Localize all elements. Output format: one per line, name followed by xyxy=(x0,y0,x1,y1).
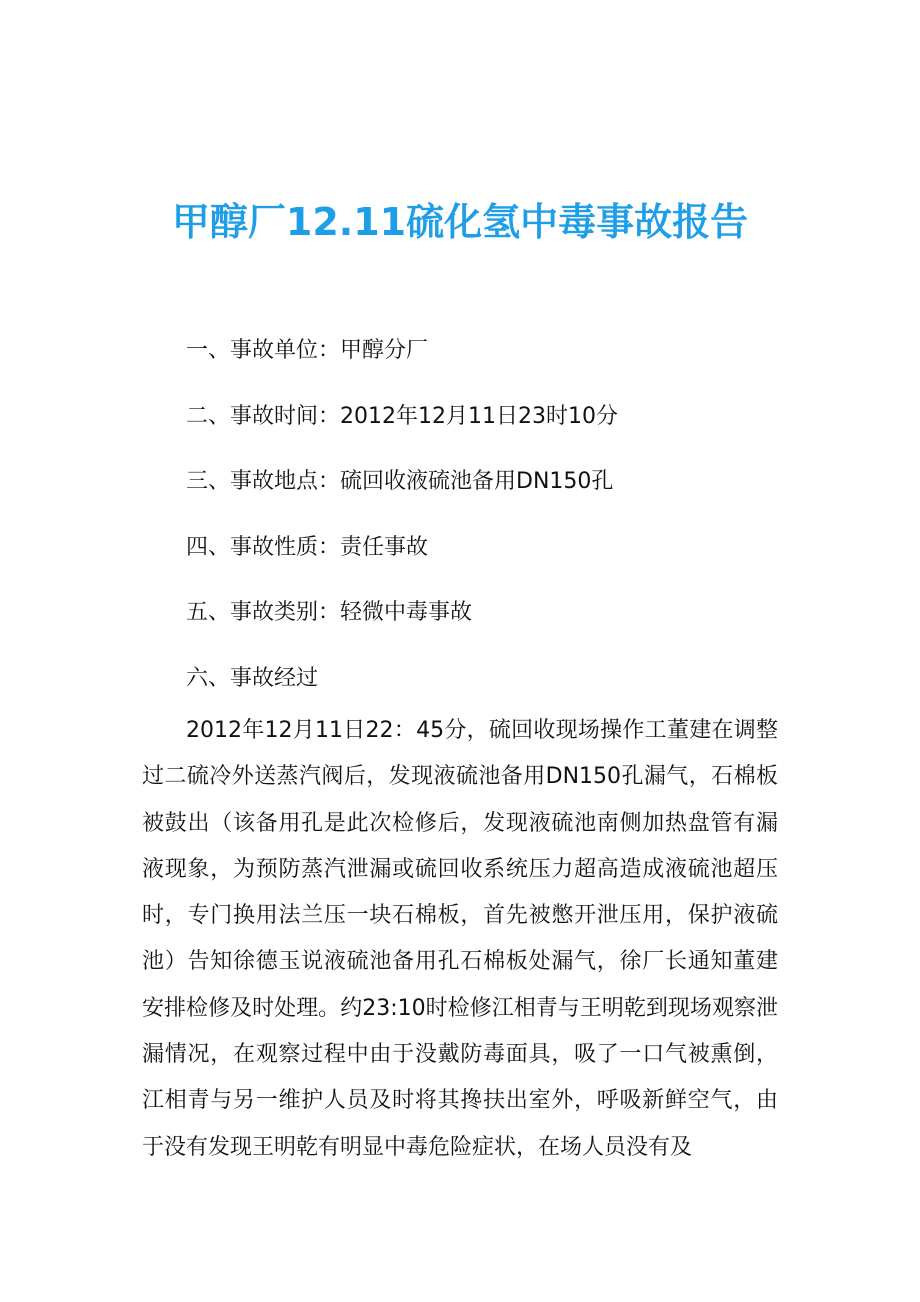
info-item-process-heading: 六、事故经过 xyxy=(186,665,319,691)
document-title: 甲醇厂12.11硫化氢中毒事故报告 xyxy=(171,200,749,244)
accident-process-paragraph: 2012年12月11日22：45分，硫回收现场操作工董建在调整过二硫冷外送蒸汽阀后，发现液硫池备用DN150孔漏气，石棉板被鼓出（该备用孔是此次检修后，发现液硫池南侧加热盘管有漏液现象，为预防蒸汽泄漏或硫回收系统压力超高造成液硫池超压时，专门换用法兰压一块石棉板，首先被憋开泄压用，保护液硫池）告知徐德玉说液硫池备用孔石棉板处漏气，徐厂长通知董建安排检修及时处理。约23:10时检修江相青与王明乾到现场观察泄漏情况，在观察过程中由于没戴防毒面具，吸了一口气被熏倒，江相青与另一维护人员及时将其搀扶出室外，呼吸新鲜空气，由于没有发现王明乾有明显中毒危险症状，在场人员没有及 xyxy=(142,718,778,1160)
info-list xyxy=(186,318,786,711)
info-item-unit: 一、事故单位：甲醇分厂 xyxy=(186,338,429,363)
info-item-time: 二、事故时间：2012年12月11日23时10分 xyxy=(186,403,618,429)
info-item-location: 三、事故地点：硫回收液硫池备用DN150孔 xyxy=(186,469,614,494)
info-item-nature: 四、事故性质：责任事故 xyxy=(186,534,429,560)
info-item-category: 五、事故类别：轻微中毒事故 xyxy=(186,600,473,625)
